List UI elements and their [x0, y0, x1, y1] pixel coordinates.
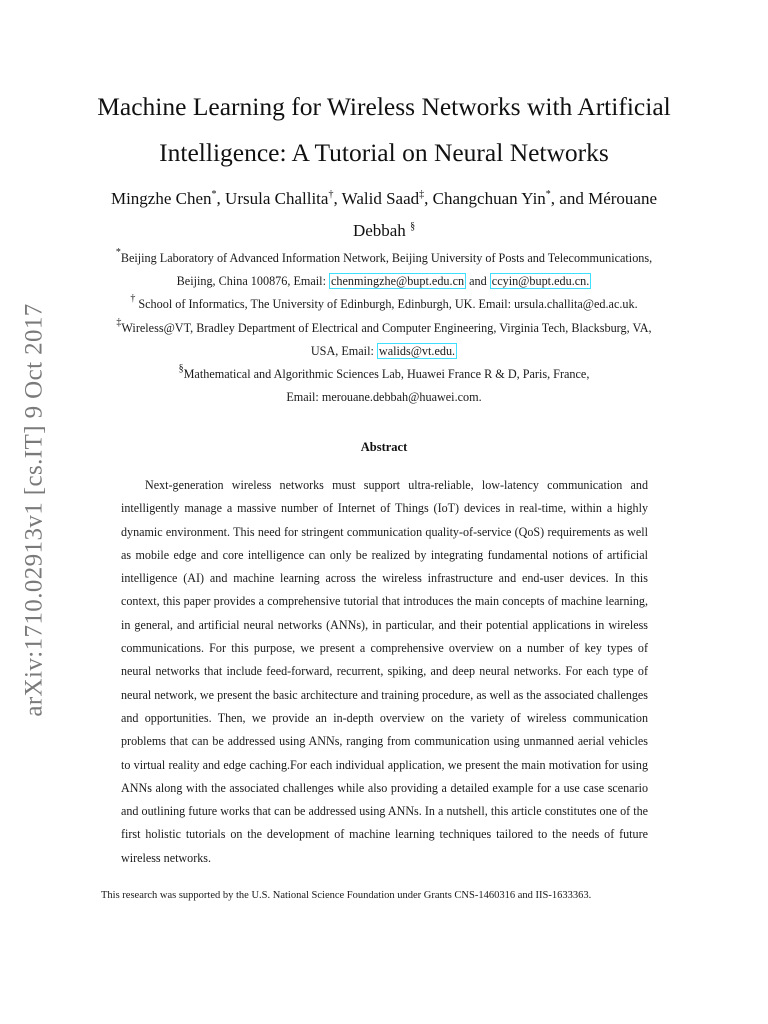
author-challita: Ursula Challita	[225, 189, 329, 208]
affiliation-text: Mathematical and Algorithmic Sciences Lab, Huawei France R & D, Paris, France,	[183, 367, 590, 382]
affiliation-text: Beijing, China 100876, Email:	[176, 274, 330, 289]
affiliation-huawei-email: Email: merouane.debbah@huawei.com.	[286, 390, 482, 405]
author-debbah-last: Debbah	[352, 221, 406, 240]
affiliation-text: Beijing Laboratory of Advanced Information Network, Beijing University of Posts and Telecommunications,	[120, 251, 653, 265]
author-mark: *	[545, 189, 551, 200]
author-yin: Changchuan Yin	[432, 189, 546, 208]
funding-footnote: This research was supported by the U.S. National Science Foundation under Grants CNS-1460316 and IIS-1633363.	[101, 890, 592, 901]
paper-title	[60, 84, 708, 176]
affiliation-huawei	[90, 363, 678, 386]
author-chen: Mingzhe Chen	[110, 189, 212, 208]
affiliation-edinburgh	[90, 293, 678, 316]
affiliation-text: and	[466, 274, 490, 289]
author-list: Mingzhe Chen*, Ursula Challita†, Walid Saad‡, Changchuan Yin*, and Mérouane Debbah §	[110, 189, 658, 240]
author-mark: §	[410, 221, 416, 232]
email-link-saad[interactable]: walids@vt.edu.	[378, 343, 456, 358]
affiliation-mark: *	[115, 247, 121, 258]
affiliation-bupt	[90, 247, 678, 270]
author-mark: *	[211, 189, 217, 200]
affiliation-text: Wireless@VT, Bradley Department of Electrical and Computer Engineering, Virginia Tech, Blacksburg, VA,	[121, 320, 652, 335]
arxiv-identifier: arXiv:1710.02913v1 [cs.IT] 9 Oct 2017	[21, 303, 48, 717]
affiliation-mark: ‡	[116, 316, 122, 328]
author-saad: Walid Saad	[341, 189, 420, 208]
affiliation-mark: †	[130, 293, 136, 305]
affiliation-bupt-emails	[90, 270, 678, 293]
affiliation-vt	[90, 317, 678, 340]
email-link-chen[interactable]: chenmingzhe@bupt.edu.cn	[331, 274, 465, 289]
affiliation-text: USA, Email:	[310, 343, 377, 358]
affiliation-text: School of Informatics, The University of Edinburgh, Edinburgh, UK. Email: ursula.challita@ed.ac.uk.	[135, 297, 638, 312]
affiliation-mark: §	[178, 363, 184, 375]
abstract-body: Next-generation wireless networks must support ultra-reliable, low-latency communication and intelligently manage a massive number of Internet of Things (IoT) devices in real-time, within a highly dynamic environment. This need for stringent communication quality-of-service (QoS) requirements as well as mobile edge and core intelligence can only be realized by integrating fundamental notions of artificial intelligence (AI) and machine learning across the wireless infrastructure and end-user devices. In this context, this paper provides a comprehensive tutorial that introduces the main concepts of machine learning, in general, and artificial neural networks (ANNs), in particular, and their potential applications in wireless communications. For this purpose, we present a comprehensive overview on a number of key types of neural networks that include feed-forward, recurrent, spiking, and deep neural networks. For each type of neural network, we present the basic architecture and training procedure, as well as the associated challenges and opportunities. Then, we provide an in-depth overview on the variety of wireless communication problems that can be addressed using ANNs, ranging from communication using unmanned aerial vehicles to virtual reality and edge caching.For each individual application, we present the main motivation for using ANNs along with the associated challenges while also providing a detailed example for a use case scenario and outlining future works that can be addressed using ANNs. In a nutshell, this article constitutes one of the first holistic tutorials on the development of machine learning techniques tailored to the needs of future wireless networks.	[121, 478, 648, 865]
author-mark: †	[328, 189, 334, 200]
email-link-yin[interactable]: ccyin@bupt.edu.cn.	[491, 274, 590, 289]
author-and: and	[559, 189, 584, 208]
affiliation-vt-email	[90, 340, 678, 363]
abstract-heading: Abstract	[360, 440, 408, 454]
affiliations	[90, 247, 678, 409]
author-debbah-first: Mérouane	[588, 189, 658, 208]
title-line-2: Intelligence: A Tutorial on Neural Networks	[159, 138, 609, 167]
author-mark: ‡	[419, 189, 425, 200]
title-line-1: Machine Learning for Wireless Networks with Artificial	[97, 92, 671, 121]
arxiv-sidebar-stamp	[12, 290, 58, 730]
